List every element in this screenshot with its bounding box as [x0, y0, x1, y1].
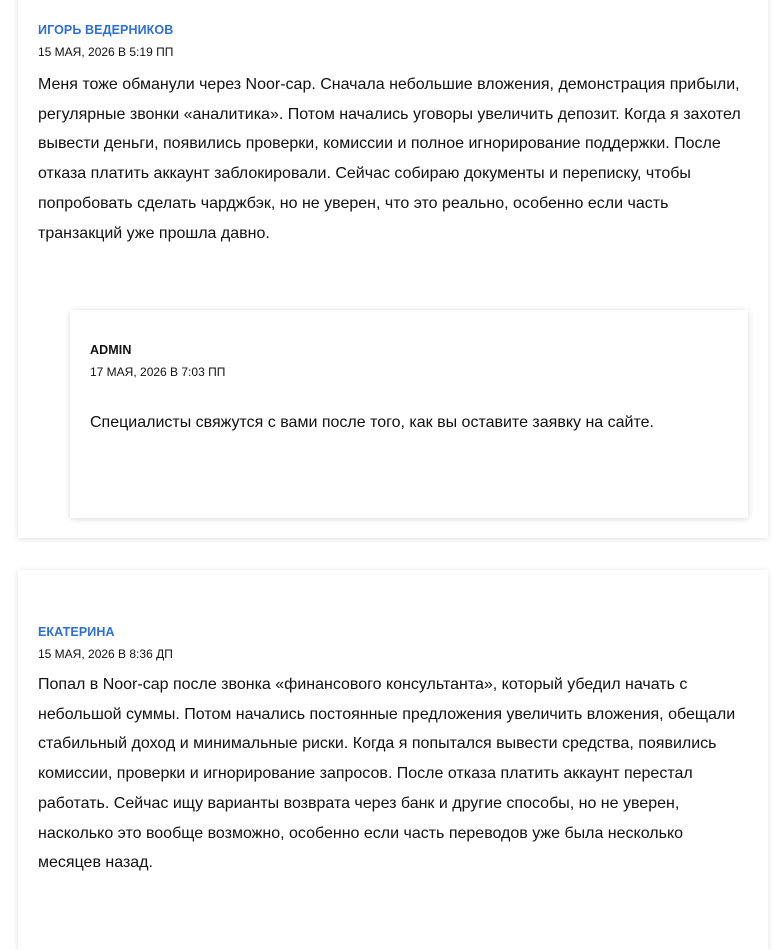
reply-text: Специалисты свяжутся с вами после того, как вы оставите заявку на сайте.: [90, 414, 654, 431]
comment-text: Попал в Noor-cap после звонка «финансового консультанта», который убедил начать с небольшой суммы. Потом начались постоянные предложения увеличить вложения, обещали стабильный доход и минимальные риски. Когда я попытался вывести средства, появились комиссии, проверки и игнорирование запросов. После отказа платить аккаунт перестал работать. Сейчас ищу варианты возврата через банк и другие способы, но не уверен, насколько это вообще возможно, особенно если часть переводов уже была несколько месяцев назад.: [38, 676, 736, 872]
comment-text: Меня тоже обманули через Noor-cap. Сначала небольшие вложения, демонстрация прибыли, регулярные звонки «аналитика». Потом начались уговоры увеличить депозит. Когда я захотел вывести деньги, появились проверки, комиссии и полное игнорирование поддержки. После отказа платить аккаунт заблокировали. Сейчас собираю документы и переписку, чтобы попробовать сделать чарджбэк, но не уверен, что это реально, особенно если часть транзакций уже прошла давно.: [38, 76, 741, 242]
comment-card: [18, 570, 768, 950]
reply-card: [70, 310, 748, 518]
reply-date[interactable]: 17 МАЯ, 2026 В 7:03 ПП: [90, 365, 226, 379]
comment-date[interactable]: 15 МАЯ, 2026 В 8:36 ДП: [38, 647, 173, 661]
reply-author: ADMIN: [90, 343, 132, 357]
comment-date[interactable]: 15 МАЯ, 2026 В 5:19 ПП: [38, 45, 174, 59]
comment-author-link[interactable]: ИГОРЬ ВЕДЕРНИКОВ: [38, 23, 174, 37]
comment-card: [18, 0, 768, 538]
comment-author-link[interactable]: ЕКАТЕРИНА: [38, 625, 115, 639]
